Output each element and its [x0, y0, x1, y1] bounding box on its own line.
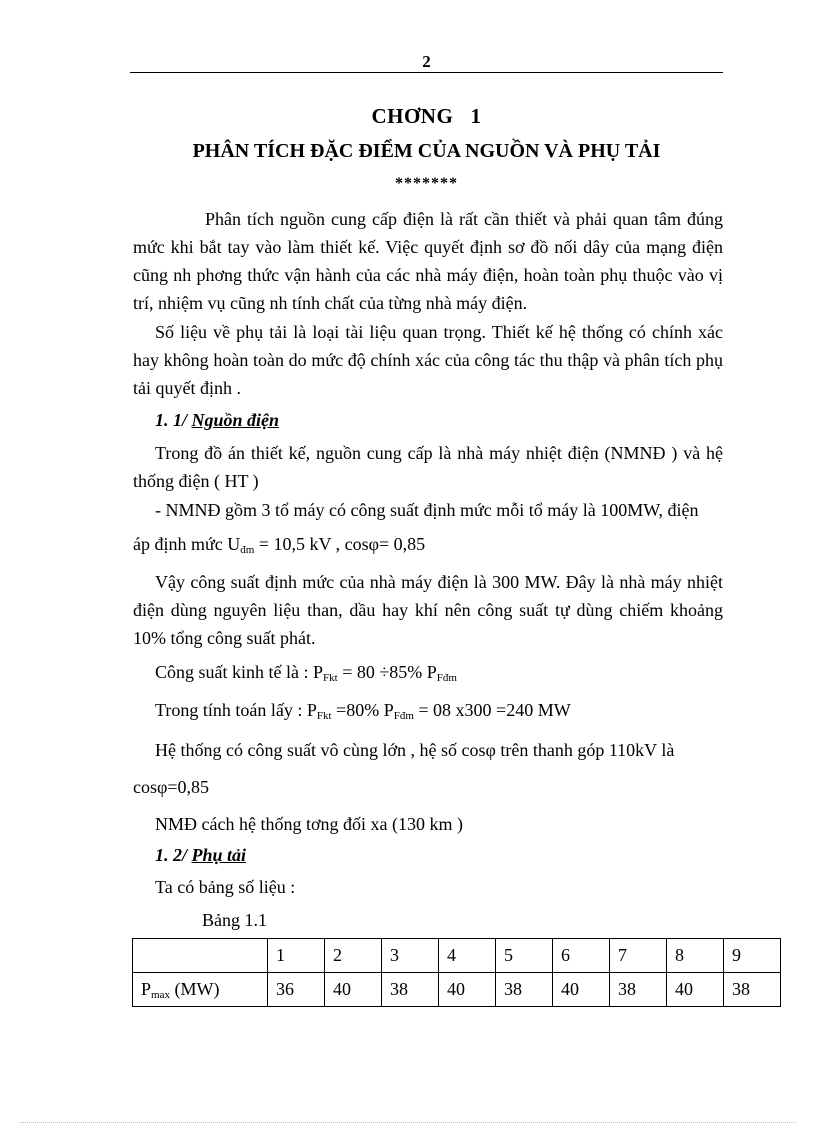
system-power-text-a: Hệ thống có công suất vô cùng lớn , hệ số cos	[155, 740, 486, 760]
pmax-unit: (MW)	[169, 978, 220, 999]
table-caption: Bảng 1.1	[202, 910, 267, 930]
table-cell: 40	[439, 973, 496, 1007]
source-paragraph-2-line-1: - NMNĐ gồm 3 tổ máy có công suất định mức mỗi tổ máy là 100MW, điện	[155, 500, 699, 520]
table-corner-cell	[133, 939, 268, 973]
table-cell: 40	[667, 973, 724, 1007]
intro-paragraph-2: Số liệu về phụ tải là loại tài liệu quan trọng. Thiết kế hệ thống có chính xác hay không hoàn toàn do mức độ chính xác của công tác thu thập và phân tích phụ tải quyết định .	[133, 322, 723, 398]
pmax-label: P	[141, 978, 152, 999]
table-header-cell: 6	[553, 939, 610, 973]
system-power-text	[155, 740, 674, 761]
calculated-power-line	[155, 700, 723, 722]
table-cell: 38	[382, 973, 439, 1007]
section-title-2: Phụ tải	[191, 845, 247, 865]
pmax-subscript: max	[151, 988, 170, 1001]
source-paragraph-3: Vậy công suất định mức của nhà máy điện là 300 MW. Đây là nhà máy nhiệt điện dùng nguyên liệu than, dầu hay khí nên công suất tự dùng chiếm khoảng 10% tổng công suất phát.	[133, 572, 723, 648]
section-heading-2	[155, 845, 246, 866]
chapter-label: CHƠNG 1	[371, 104, 482, 128]
section-number-2: 1. 2/	[155, 845, 192, 865]
distance-line: NMĐ cách hệ thống tơng đối xa (130 km )	[155, 814, 463, 834]
economic-power-label: Công suất kinh tế là : P	[155, 662, 323, 682]
table-header-cell: 3	[382, 939, 439, 973]
economic-power-subscript: Fkt	[323, 672, 338, 684]
chapter-title: PHÂN TÍCH ĐẶC ĐIỂM CỦA NGUỒN VÀ PHỤ TẢI	[192, 140, 661, 162]
table-header-cell: 5	[496, 939, 553, 973]
cos-label: cos	[133, 777, 157, 797]
system-power-text-b: trên thanh góp 110kV là	[495, 740, 675, 760]
rated-voltage-label: áp định mức U	[133, 534, 241, 554]
table-header-cell: 2	[325, 939, 382, 973]
table-cell: 38	[610, 973, 667, 1007]
section-title-1: Nguồn điện	[191, 410, 280, 430]
table-header-cell: 1	[268, 939, 325, 973]
table-intro: Ta có bảng số liệu :	[155, 877, 296, 897]
system-power-line-1	[155, 740, 723, 761]
calculated-power-label: Trong tính toán lấy : P	[155, 700, 317, 720]
phi-symbol: φ	[368, 534, 380, 554]
economic-power-range: = 80 ÷85% P	[337, 662, 437, 682]
rated-power-subscript: Fđm	[436, 672, 457, 684]
economic-power-line	[155, 662, 723, 684]
intro-paragraph-1: Phân tích nguồn cung cấp điện là rất cần thiết và phải quan tâm đúng mức khi bắt tay vào làm thiết kế. Việc quyết định sơ đồ nối dây của mạng điện cũng nh phơng thức vận hành của các nhà máy điện, hoàn toàn phụ thuộc vào vị trí, nhiệm vụ cũng nh tính chất của từng nhà máy điện.	[133, 209, 723, 313]
source-paragraph-1: Trong đồ án thiết kế, nguồn cung cấp là nhà máy nhiệt điện (NMNĐ ) và hệ thống điện ( HT )	[133, 443, 723, 491]
table-cell: 40	[553, 973, 610, 1007]
table-header-cell: 9	[724, 939, 781, 973]
system-power-factor: =0,85	[167, 777, 210, 797]
page-number: 2	[422, 52, 431, 71]
table-header-cell: 7	[610, 939, 667, 973]
section-heading-1	[155, 410, 279, 431]
table-header-cell: 8	[667, 939, 724, 973]
table-header-row	[133, 939, 781, 973]
calculated-power-percent: =80% P	[331, 700, 394, 720]
header-rule	[130, 72, 723, 73]
section-number-1: 1. 1/	[155, 410, 192, 430]
source-paragraph-2-line-2	[133, 534, 701, 556]
rated-voltage-subscript: đm	[240, 544, 255, 556]
rated-voltage-value: = 10,5 kV , cos	[254, 534, 369, 554]
separator-stars: *******	[395, 175, 458, 192]
load-table	[132, 938, 781, 1007]
phi-symbol-3: φ	[157, 777, 168, 797]
table-cell: 38	[496, 973, 553, 1007]
table-header-cell: 4	[439, 939, 496, 973]
calculated-rated-subscript: Fđm	[393, 710, 414, 722]
table-cell: 38	[724, 973, 781, 1007]
table-cell: 36	[268, 973, 325, 1007]
calculated-power-subscript: Fkt	[316, 710, 332, 722]
table-row	[133, 973, 781, 1007]
table-row-label	[133, 973, 268, 1007]
system-power-line-2	[133, 777, 701, 798]
calculated-power-result: = 08 x300 =240 MW	[413, 700, 571, 720]
phi-symbol-2: φ	[485, 740, 496, 760]
table-cell: 40	[325, 973, 382, 1007]
power-factor-value: = 0,85	[379, 534, 426, 554]
